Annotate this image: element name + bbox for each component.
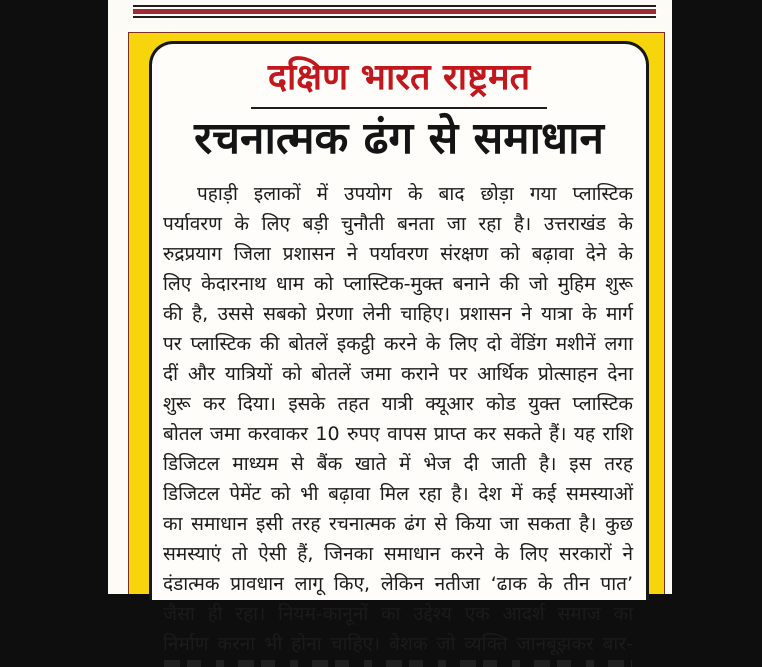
body-line: डिजिटल माध्यम से बैंक खाते में भेज दी जाती है। इस तरह	[163, 453, 633, 475]
body-line: जैसा ही रहा। नियम-कानूनों का उद्देश्य एक आदर्श समाज का	[163, 603, 633, 625]
article-body	[163, 179, 633, 659]
body-line: दंडात्मक प्रावधान लागू किए, लेकिन नतीजा ‘ढाक के तीन पात’	[163, 573, 633, 595]
body-line: बोतल जमा करवाकर 10 रुपए वापस प्राप्त कर सकते हैं। यह राशि	[163, 423, 633, 445]
body-line: डिजिटल पेमेंट को भी बढ़ावा मिल रहा है। देश में कई समस्याओं	[163, 483, 633, 505]
top-rule-thin-upper	[133, 5, 656, 7]
article-box	[149, 41, 649, 655]
article-headline: रचनात्मक ढंग से समाधान	[194, 113, 604, 164]
body-line: का समाधान इसी तरह रचनात्मक ढंग से किया जा सकता है। कुछ	[163, 513, 633, 535]
body-line: पहाड़ी इलाकों में उपयोग के बाद छोड़ा गया प्लास्टिक	[197, 183, 633, 205]
body-line: लिए केदारनाथ धाम को प्लास्टिक-मुक्त बनाने की जो मुहिम शुरू	[163, 273, 633, 295]
clipped-text-line	[164, 660, 632, 667]
newspaper-masthead-title: दक्षिण भारत राष्ट्रमत	[267, 57, 531, 98]
body-line: समस्याएं तो ऐसी हैं, जिनका समाधान करने के लिए सरकारों ने	[163, 543, 633, 565]
body-line: रुद्रप्रयाग जिला प्रशासन ने पर्यावरण संरक्षण को बढ़ावा देने के	[163, 243, 633, 265]
masthead-top-rules	[133, 5, 656, 18]
yellow-frame	[128, 32, 665, 655]
body-line: पर्यावरण के लिए बड़ी चुनौती बनता जा रहा है। उत्तराखंड के	[163, 213, 633, 235]
body-line: निर्माण करना भी होना चाहिए। बेशक जो व्यक्ति जानबूझकर बार-	[163, 633, 633, 655]
top-rule-thin-lower	[133, 16, 656, 18]
body-line: शुरू कर दिया। इसके तहत यात्री क्यूआर कोड युक्त प्लास्टिक	[163, 393, 633, 415]
body-line: की है, उससे सबको प्रेरणा लेनी चाहिए। प्रशासन ने यात्रा के मार्ग	[163, 303, 633, 325]
top-rule-maroon	[133, 9, 656, 14]
body-line: दीं और यात्रियों को बोतलें जमा कराने पर आर्थिक प्रोत्साहन देना	[163, 363, 633, 385]
masthead-underline	[251, 107, 547, 109]
body-line: पर प्लास्टिक की बोतलें इकट्ठी करने के लिए दो वेंडिंग मशीनें लगा	[163, 333, 633, 355]
newspaper-clipping	[108, 0, 672, 655]
